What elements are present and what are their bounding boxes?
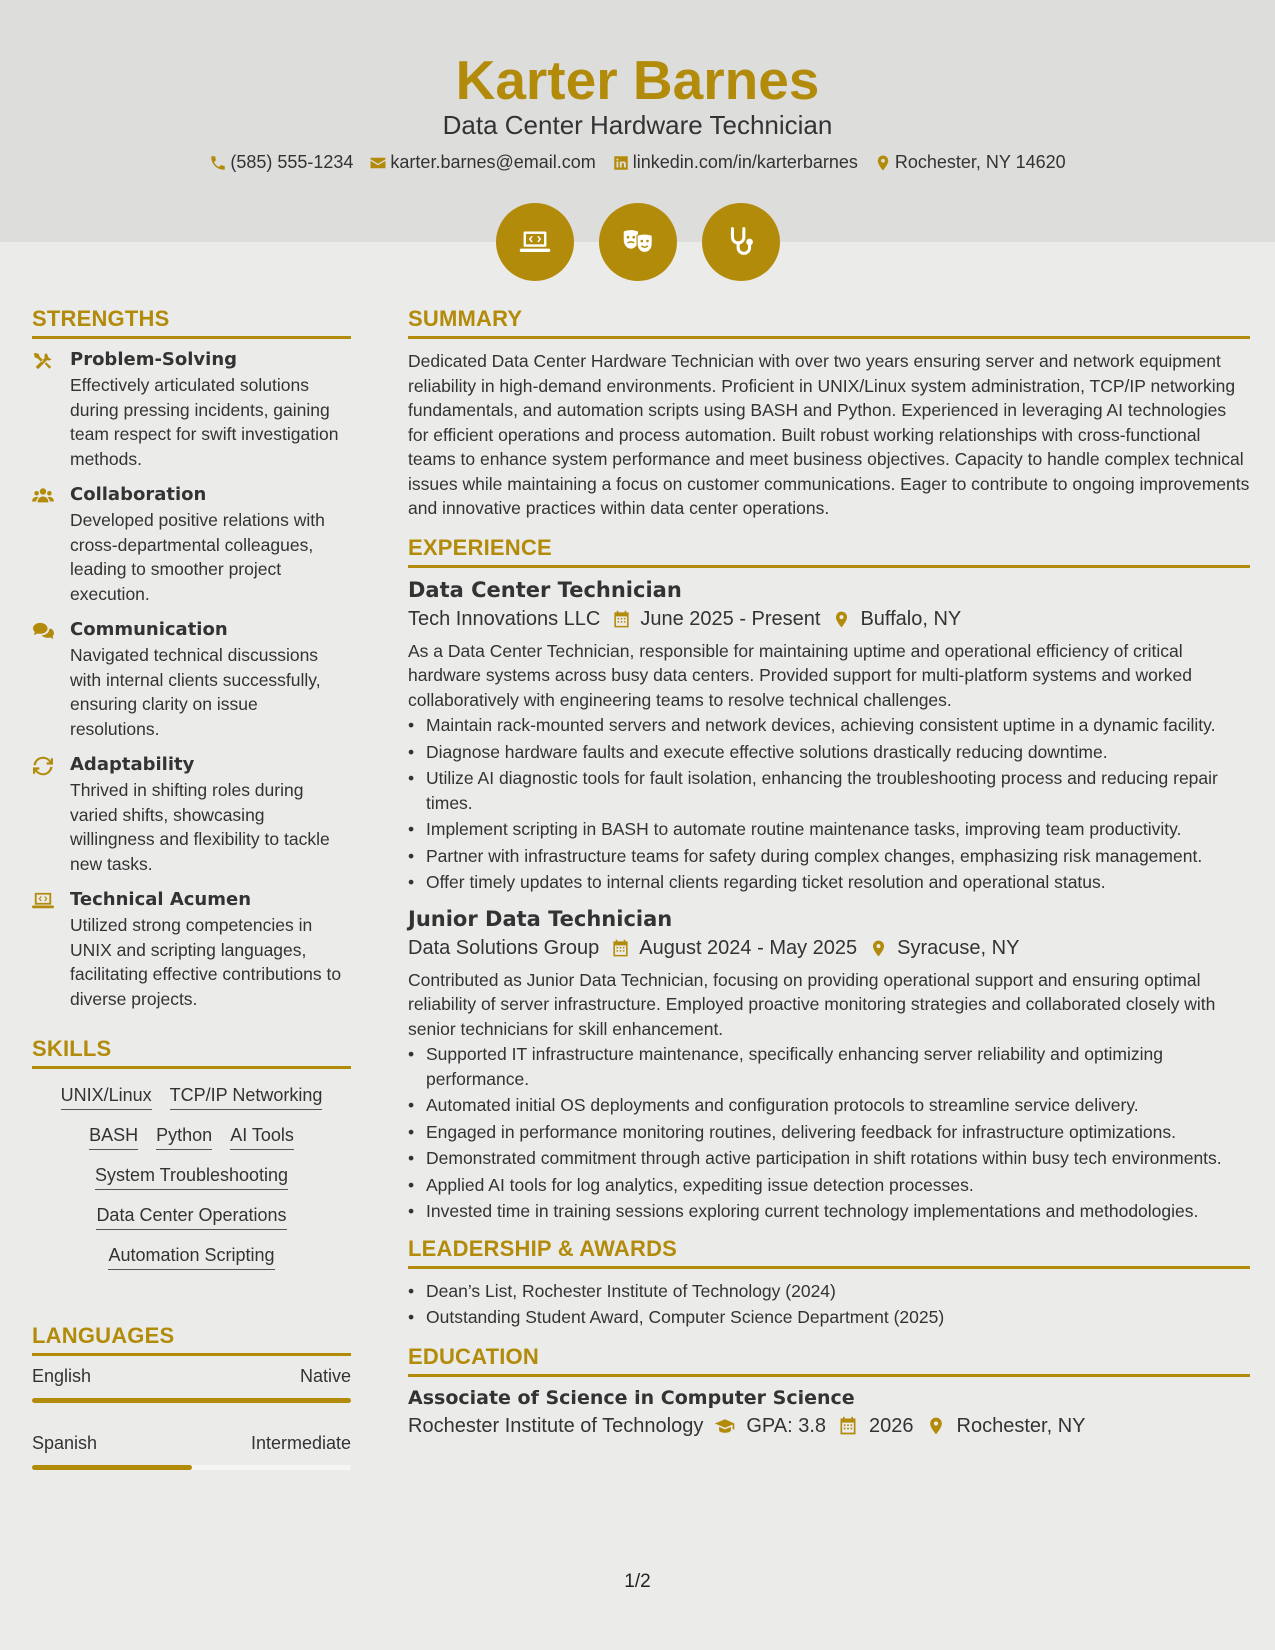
- strength-item: [32, 349, 351, 471]
- interest-circle-1: [496, 203, 574, 281]
- job-company: Tech Innovations LLC: [408, 607, 601, 630]
- language-bar: [32, 1465, 351, 1470]
- laptop-code-icon: [32, 891, 54, 911]
- skill-tag: TCP/IP Networking: [170, 1085, 323, 1110]
- job-dates: June 2025 - Present: [640, 607, 821, 630]
- left-column: [32, 306, 351, 1500]
- strength-name: Problem-Solving: [70, 349, 238, 370]
- experience-heading: EXPERIENCE: [408, 535, 1250, 568]
- strength-name: Communication: [70, 619, 228, 640]
- skill-tag: System Troubleshooting: [95, 1165, 288, 1190]
- map-marker-icon: [832, 610, 851, 629]
- education-school: Rochester Institute of Technology: [408, 1414, 704, 1437]
- job-location: Syracuse, NY: [897, 936, 1020, 959]
- education-meta: [408, 1415, 1250, 1438]
- language-bar: [32, 1398, 351, 1403]
- strength-item: [32, 889, 351, 1011]
- strength-desc: Thrived in shifting roles during varied shifts, showcasing willingness and flexibility to tackle new tasks.: [70, 780, 330, 874]
- strengths-heading: STRENGTHS: [32, 306, 351, 339]
- strength-name: Adaptability: [70, 754, 195, 775]
- job-bullet: • Partner with infrastructure teams for safety during complex changes, emphasizing risk management.: [426, 844, 1250, 869]
- skill-tag: Python: [156, 1125, 212, 1150]
- job-role: Junior Data Technician: [408, 906, 673, 931]
- comments-icon: [32, 621, 54, 641]
- linkedin-icon: [612, 154, 630, 172]
- users-icon: [32, 486, 54, 506]
- calendar-icon: [837, 1416, 859, 1436]
- language-item: [32, 1433, 351, 1454]
- language-bar-fill: [32, 1465, 192, 1470]
- summary-text: Dedicated Data Center Hardware Technician with over two years ensuring server and network equipment reliability in high-demand environments. Proficient in UNIX/Linux system administration, TCP/IP networking fundamentals, and automation scripts using BASH and Python. Experienced in leveraging AI technologies for efficient operations and process automation. Built robust working relationships with cross-functional teams to enhance system performance and meet business objectives. Capacity to handle complex technical issues while maintaining a focus on customer communications. Eager to contribute to ongoing improvements and innovative practices within data center operations.: [408, 351, 1250, 518]
- skill-tag: Automation Scripting: [108, 1245, 274, 1270]
- strength-item: [32, 619, 351, 741]
- contact-linkedin[interactable]: [612, 152, 858, 173]
- language-name: Spanish: [32, 1433, 98, 1453]
- contact-location: [874, 152, 1066, 173]
- education-degree: Associate of Science in Computer Science: [408, 1386, 855, 1409]
- job-bullet: • Invested time in training sessions exploring current technology implementations and methodologies.: [426, 1199, 1250, 1224]
- job-bullet: • Maintain rack-mounted servers and network devices, achieving consistent uptime in a dynamic facility.: [426, 713, 1250, 738]
- job-bullets: [408, 1042, 1250, 1224]
- calendar-icon: [612, 610, 631, 629]
- language-level: Intermediate: [250, 1433, 351, 1453]
- masks-theater-icon: [619, 223, 657, 261]
- laptop-code-icon: [516, 223, 554, 261]
- award-item: • Outstanding Student Award, Computer Science Department (2025): [426, 1305, 1250, 1330]
- interest-circles: [0, 203, 1275, 281]
- strength-desc: Navigated technical discussions with internal clients successfully, ensuring clarity on issue resolutions.: [70, 645, 321, 739]
- job-bullet: • Diagnose hardware faults and execute effective solutions drastically reducing downtime.: [426, 740, 1250, 765]
- job-entry: [408, 578, 1250, 895]
- interest-circle-2: [599, 203, 677, 281]
- strength-desc: Effectively articulated solutions during pressing incidents, gaining team respect for swift investigation methods.: [70, 375, 339, 469]
- job-location: Buffalo, NY: [860, 607, 962, 630]
- right-column: [408, 306, 1250, 1438]
- map-marker-icon: [925, 1416, 947, 1436]
- job-bullet: • Supported IT infrastructure maintenance, specifically enhancing server reliability and optimizing performance.: [426, 1042, 1250, 1091]
- job-bullet: • Offer timely updates to internal clients regarding ticket resolution and operational status.: [426, 870, 1250, 895]
- strength-item: [32, 484, 351, 606]
- skill-tag: Data Center Operations: [96, 1205, 286, 1230]
- contact-bar: [0, 152, 1275, 173]
- language-level: Native: [299, 1366, 351, 1386]
- strength-name: Collaboration: [70, 484, 207, 505]
- skills-heading: SKILLS: [32, 1036, 351, 1069]
- languages-list: [32, 1366, 351, 1470]
- job-company: Data Solutions Group: [408, 936, 600, 959]
- language-bar-fill: [32, 1398, 351, 1403]
- job-bullet: • Demonstrated commitment through active participation in shift rotations within busy tech environments.: [426, 1146, 1250, 1171]
- job-bullet: • Automated initial OS deployments and configuration protocols to streamline service delivery.: [426, 1093, 1250, 1118]
- page-number: 1/2: [624, 1571, 651, 1592]
- education-year: 2026: [869, 1414, 914, 1437]
- contact-email-text: karter.barnes@email.com: [390, 152, 596, 172]
- language-name: English: [32, 1366, 92, 1386]
- job-dates: August 2024 - May 2025: [639, 936, 858, 959]
- skill-tag: AI Tools: [230, 1125, 294, 1150]
- job-role: Data Center Technician: [408, 577, 682, 602]
- strength-desc: Developed positive relations with cross-departmental colleagues, leading to smoother project execution.: [70, 510, 325, 604]
- tools-icon: [32, 351, 54, 371]
- phone-icon: [209, 154, 227, 172]
- job-bullet: • Engaged in performance monitoring routines, delivering feedback for infrastructure optimizations.: [426, 1120, 1250, 1145]
- strength-desc: Utilized strong competencies in UNIX and scripting languages, facilitating effective contributions to diverse projects.: [70, 915, 342, 1009]
- contact-phone-text: (585) 555-1234: [230, 152, 354, 172]
- map-marker-icon: [874, 154, 892, 172]
- contact-phone[interactable]: [209, 152, 353, 173]
- calendar-icon: [611, 939, 630, 958]
- strength-name: Technical Acumen: [70, 889, 252, 910]
- job-meta: [408, 608, 1250, 631]
- contact-email[interactable]: [369, 152, 595, 173]
- envelope-icon: [369, 154, 387, 172]
- job-bullet: • Implement scripting in BASH to automate routine maintenance tasks, improving team productivity.: [426, 817, 1250, 842]
- job-bullets: [408, 713, 1250, 895]
- strength-item: [32, 754, 351, 876]
- graduation-cap-icon: [714, 1416, 736, 1436]
- language-item: [32, 1366, 351, 1387]
- skills-list: [32, 1079, 351, 1270]
- education-location: Rochester, NY: [956, 1414, 1086, 1437]
- job-entry: [408, 907, 1250, 1224]
- stethoscope-icon: [722, 223, 760, 261]
- job-meta: [408, 937, 1250, 960]
- interest-circle-3: [702, 203, 780, 281]
- candidate-name: Karter Barnes: [455, 49, 820, 111]
- job-bullet: • Utilize AI diagnostic tools for fault isolation, enhancing the troubleshooting process and reducing repair times.: [426, 766, 1250, 815]
- award-item: • Dean’s List, Rochester Institute of Technology (2024): [426, 1279, 1250, 1304]
- skill-tag: UNIX/Linux: [61, 1085, 152, 1110]
- contact-location-text: Rochester, NY 14620: [894, 152, 1066, 172]
- skill-tag: BASH: [89, 1125, 138, 1150]
- summary-heading: SUMMARY: [408, 306, 1250, 339]
- languages-heading: LANGUAGES: [32, 1323, 351, 1356]
- job-bullet: • Applied AI tools for log analytics, expediting issue detection processes.: [426, 1173, 1250, 1198]
- job-description: As a Data Center Technician, responsible for maintaining uptime and operational efficiency of critical hardware systems across busy data centers. Provided support for multi-platform systems and worked collaboratively with engineering teams to resolve technical challenges.: [408, 640, 1192, 710]
- candidate-title: Data Center Hardware Technician: [442, 110, 833, 140]
- awards-heading: LEADERSHIP & AWARDS: [408, 1236, 1250, 1269]
- contact-linkedin-text: linkedin.com/in/karterbarnes: [632, 152, 858, 172]
- sync-icon: [32, 756, 54, 776]
- education-gpa: GPA: 3.8: [746, 1414, 827, 1437]
- awards-list: [408, 1279, 1250, 1330]
- job-description: Contributed as Junior Data Technician, focusing on providing operational support and ensuring optimal reliability of server infrastructure. Employed proactive monitoring strategies and collaborated closely with senior technicians for skill enhancement.: [408, 969, 1216, 1039]
- map-marker-icon: [869, 939, 888, 958]
- education-heading: EDUCATION: [408, 1344, 1250, 1377]
